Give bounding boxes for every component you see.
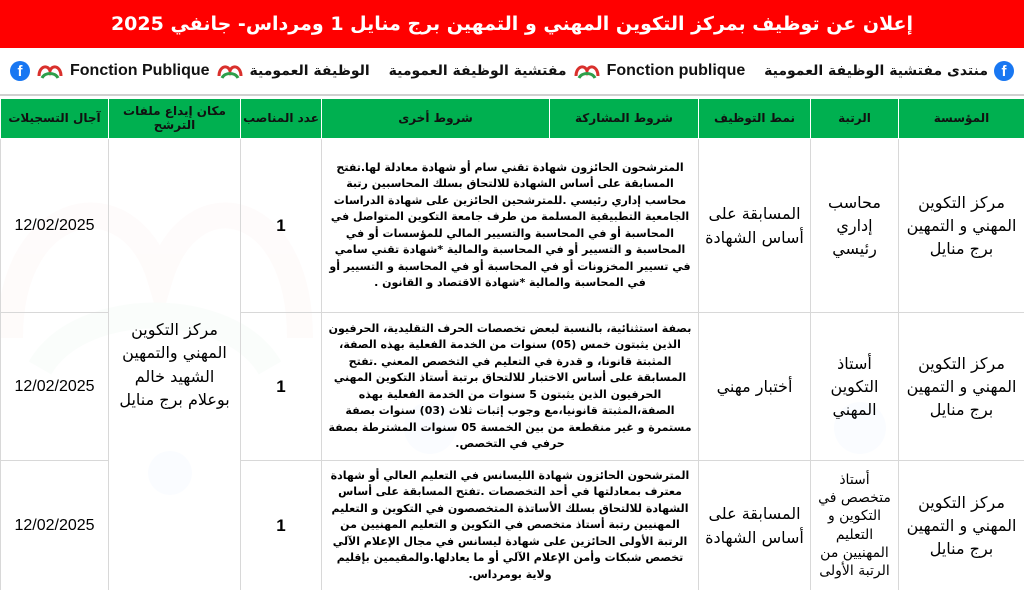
cell-institution: مركز التكوين المهني و التمهين برج منايل [899, 461, 1024, 590]
cell-positions: 1 [241, 139, 322, 313]
brand-name-ar-left: الوظيفة العمومية [249, 63, 370, 79]
brand-group-right [764, 61, 1014, 81]
header-participation-conditions: شروط المشاركة [550, 99, 699, 139]
header-deadline: آجال التسجيلات [1, 99, 109, 139]
brand-group-center [389, 60, 746, 82]
header-institution: المؤسسة [899, 99, 1024, 139]
cell-mode: أختبار مهني [699, 313, 811, 461]
table-header-row [1, 99, 1024, 139]
announcement-title [0, 0, 1024, 48]
logo-icon [573, 60, 601, 82]
recruitment-table [0, 98, 1024, 590]
cell-institution: مركز التكوين المهني و التمهين برج منايل [899, 313, 1024, 461]
cell-deadline: 12/02/2025 [1, 461, 109, 590]
facebook-icon[interactable]: f [10, 61, 30, 81]
brand-bar [0, 48, 1024, 96]
header-other-conditions: شروط أخرى [322, 99, 550, 139]
brand-name-fr: Fonction publique [606, 62, 746, 79]
header-positions: عدد المناصب [241, 99, 322, 139]
announcement-title-text: إعلان عن توظيف بمركز التكوين المهني و التمهين برج منايل 1 ومرداس- جانفي 2025 [110, 13, 914, 35]
cell-conditions: المترشحون الحائزون شهادة تقني سام أو شهادة معادلة لها.تفتح المسابقة على أساس الشهادة للالتحاق بسلك المحاسبين رتبة محاسب إداري رئيسي .للمترشحين الحائزين على شهادة الدراسات الجامعية التطبيقية المسلمة من طرف جامعة التكوين المتواصل في المحاسبة أو في المحاسبة والتسيير المالي للمؤسسات أو في المحاسبة و التسيير أو في المحاسبة والمالية *شهادة تقني سامي في تسيير المخزونات أو في المحاسبة أو في المحاسبة و التسيير أو في المحاسبة والمالية *شهادة الاقتصاد و القانون . [322, 139, 699, 313]
cell-mode: المسابقة على أساس الشهادة [699, 461, 811, 590]
logo-icon [36, 60, 64, 82]
cell-institution: مركز التكوين المهني و التمهين برج منايل [899, 139, 1024, 313]
table-row [1, 139, 1024, 313]
cell-deadline: 12/02/2025 [1, 139, 109, 313]
facebook-icon[interactable]: f [994, 61, 1014, 81]
cell-rank: محاسب إداري رئيسي [811, 139, 899, 313]
cell-rank: أستاذ التكوين المهني [811, 313, 899, 461]
cell-positions: 1 [241, 461, 322, 590]
cell-filing-location: مركز التكوين المهني والتمهين الشهيد خالم بوعلام برج منايل [109, 139, 241, 590]
cell-positions: 1 [241, 313, 322, 461]
brand-name-fr-left: Fonction Publique [70, 62, 210, 79]
cell-mode: المسابقة على أساس الشهادة [699, 139, 811, 313]
brand-group-left [10, 60, 370, 82]
brand-name-ar: مفتشية الوظيفة العمومية [388, 63, 567, 79]
header-rank: الرتبة [811, 99, 899, 139]
logo-icon [216, 60, 244, 82]
header-filing-location: مكان إيداع ملفات الترشح [109, 99, 241, 139]
header-recruitment-mode: نمط التوظيف [699, 99, 811, 139]
cell-rank: أستاذ متخصص في التكوين و التعليم المهنيين من الرتبة الأولى [811, 461, 899, 590]
forum-name: منتدى مفتشية الوظيفة العمومية [764, 63, 988, 79]
cell-conditions: المترشحون الحائزون شهادة الليسانس في التعليم العالي أو شهادة معترف بمعادلتها في أحد التخصصات .تفتح المسابقة على أساس الشهادة للالتحاق بسلك الأساتذة المتخصصون في التكوين و التعليم المهنيين رتبة أستاذ متخصص في التكوين و التعليم المهنيين من الرتبة الأولى الحائزين على شهادة ليسانس في مجال الإعلام الآلي تخصص شبكات وأمن الإعلام الآلي أو ما يعادلها.والمقيمين بإقليم ولاية بومرداس. [322, 461, 699, 590]
cell-deadline: 12/02/2025 [1, 313, 109, 461]
cell-conditions: بصفة استثنائية، بالنسبة لبعض تخصصات الحرف التقليدية، الحرفيون الذين يثبتون خمس (05) سنوات من الخدمة الفعلية بهذه الصفة، المثبتة قانونا، و قدرة في التعليم في التخصص المعني .تفتح المسابقة على أساس الاختبار للالتحاق برتبة أستاذ التكوين المهني الحرفيون الذين يثبتون 5 سنوات من الخدمة الفعلية بهذه الصفة،المثبتة قانونيا،مع وجوب إثبات ثلاث (03) سنوات بصفة مستمرة و غير منقطعة من بين الخمسة 05 سنوات المشترطة بصفة حرفي في التخصص. [322, 313, 699, 461]
